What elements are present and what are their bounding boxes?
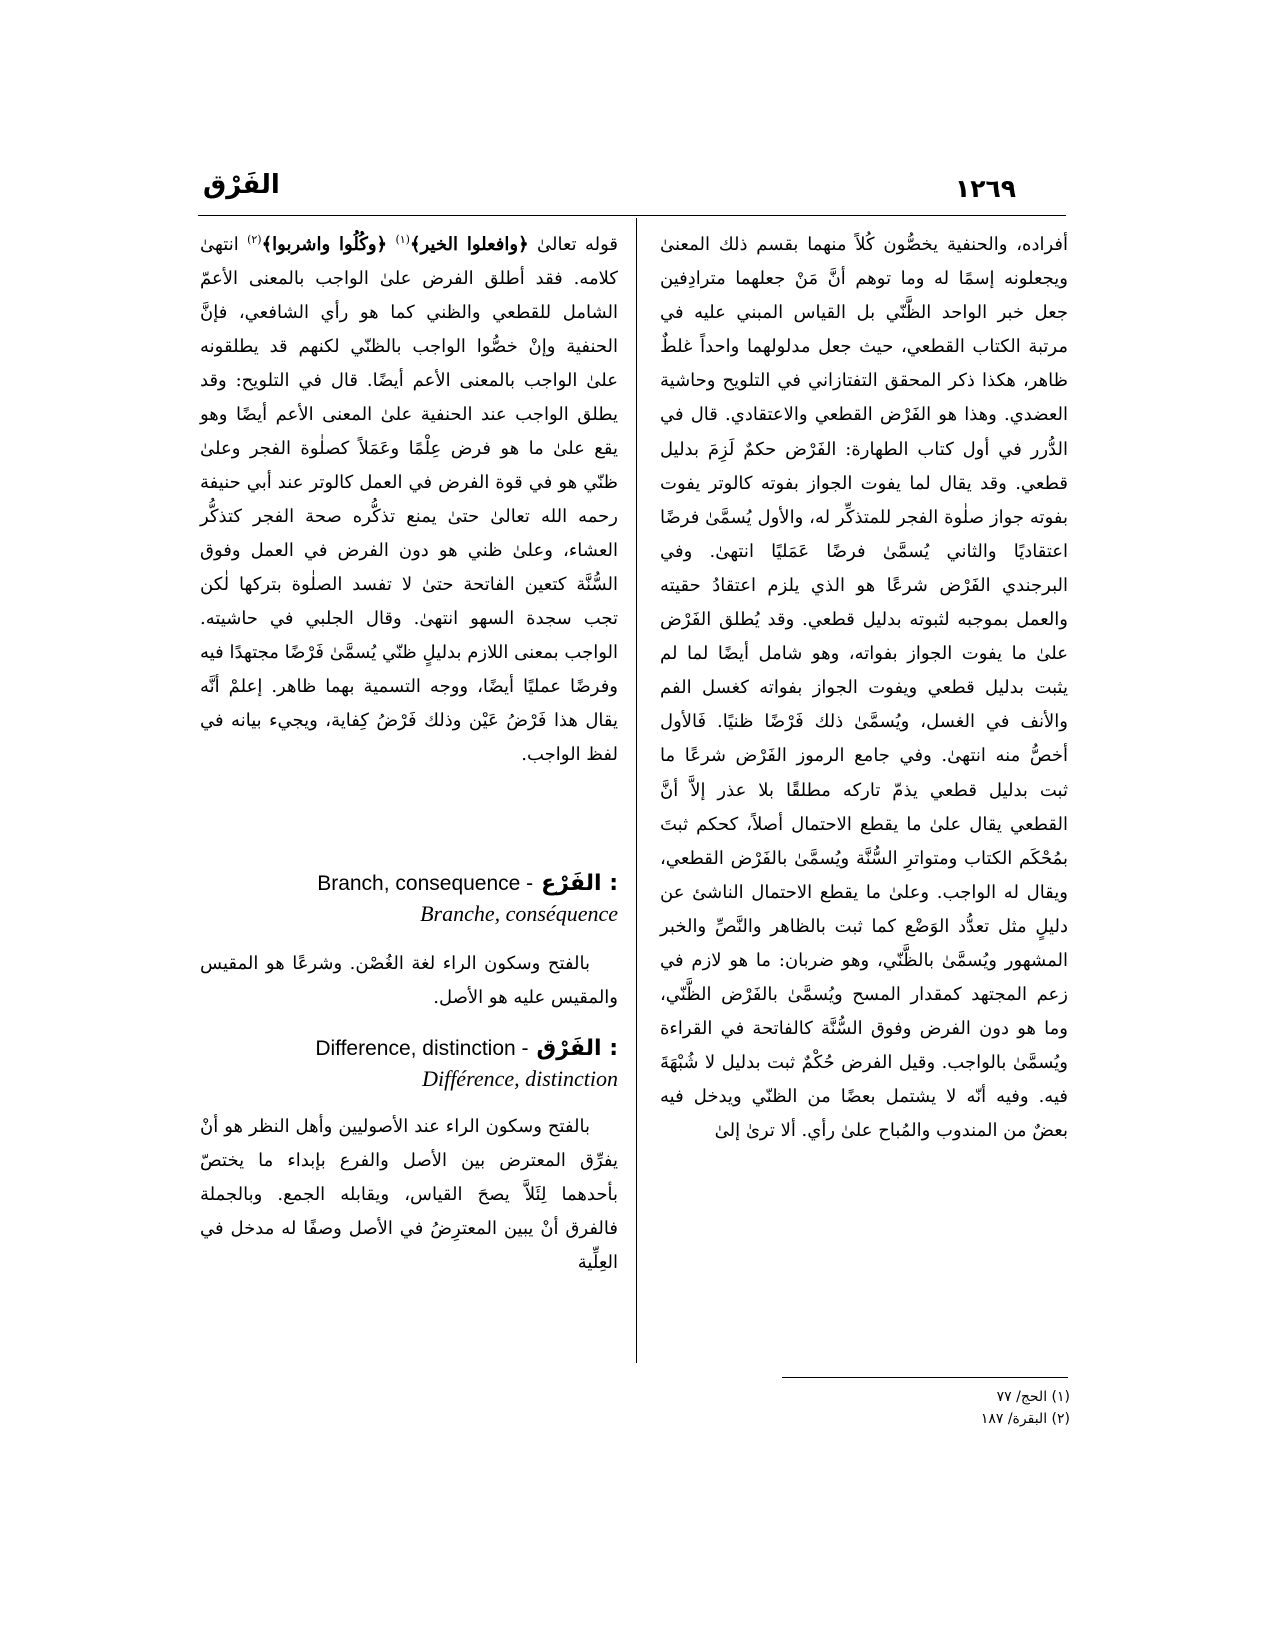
footnotes [860, 1386, 1070, 1430]
entry-english: Difference, distinction - [315, 1037, 529, 1060]
quran-verse-1: ﴿وافعلوا الخير﴾ [409, 234, 529, 255]
right-column-text: أفراده، والحنفية يخصُّون كُلاً منهما بقسم ذلك المعنىٰ ويجعلونه إسمًا له وما توهم أنَّ مَنْ جعلهما مترادِفين جعل خبر الواحد الظَّنّي بل القياس المبني عليه في مرتبة الكتاب القطعي، حيث جعل مدلولهما واحداً غلطٌ ظاهر، هكذا ذكر المحقق التفتازاني في التلويح وحاشية العضدي. وهذا هو الفَرْض القطعي والاعتقادي. قال في الدُّرر في أول كتاب الطهارة: الفَرْض حكمٌ لَزِمَ بدليل قطعي. وقد يقال لما يفوت الجواز بفوته كالوتر يفوت بفوته جواز صلٰوة الفجر للمتذكِّر له، والأول يُسمَّىٰ فرضًا اعتقاديًا والثاني يُسمَّىٰ فرضًا عَمَليًا انتهىٰ. وفي البرجندي الفَرْض شرعًا هو الذي يلزم اعتقادُ حقيته والعمل بموجبه لثبوته بدليل قطعي. وقد يُطلق الفَرْض علىٰ ما يفوت الجواز بفواته، وهو شامل أيضًا لما لم يثبت بدليل قطعي ويفوت الجواز بفواته كغسل الفم والأنف في الغسل، ويُسمَّىٰ ذلك فَرْضًا ظنيًا. فَالأول أخصُّ منه انتهىٰ. وفي جامع الرموز الفَرْض شرعًا ما ثبت بدليل قطعي يذمّ تاركه مطلقًا بلا عذر إلاَّ أنَّ القطعي يقال علىٰ ما يقطع الاحتمال أصلاً، كحكم ثبتَ بمُحْكَم الكتاب ومتواترِ السُّنَّة ويُسمَّىٰ بالفَرْض القطعي، ويقال له الواجب. وعلىٰ ما يقطع الاحتمال الناشئ عن دليلٍ مثل تعدُّد الوَضْع كما ثبت بالظاهر والنَّصِّ والخبر المشهور ويُسمَّىٰ بالظَّنّي، وهو ضربان: ما هو لازم في زعم المجتهد كمقدار المسح ويُسمَّىٰ بالفَرْض الظَّنّي، وما هو دون الفرض وفوق السُّنَّة كالفاتحة في القراءة ويُسمَّىٰ بالواجب. وقيل الفرض حُكْمٌ ثبت بدليل لا شُبْهَةَ فيه. وفيه أنّه لا يشتمل بعضًا من الظنّي ويدخل فيه بعضٌ من المندوب والمُباح علىٰ رأي. ألا ترىٰ إلىٰ [660, 234, 1068, 1142]
quran-verse-2: ﴿وكُلُوا واشربوا﴾ [261, 234, 388, 255]
left-column-text: انتهىٰ كلامه. فقد أطلق الفرض علىٰ الواجب بالمعنى الأعمّ الشامل للقطعي والظني كما هو رأي الشافعي، فإنَّ الحنفية وإنْ خصُّوا الواجب بالظنّي لكنهم قد يطلقونه علىٰ الواجب بالمعنى الأعم أيضًا. قال في التلويح: وقد يطلق الواجب عند الحنفية علىٰ المعنى الأعم أيضًا وهو يقع علىٰ ما هو فرض عِلْمًا وعَمَلاً كصلٰوة الفجر وعلىٰ ظنّي هو في قوة الفرض في العمل كالوتر عند أبي حنيفة رحمه الله تعالىٰ حتىٰ يمنع تذكُّره صحة الفجر كتذكُّر العشاء، وعلىٰ ظني هو دون الفرض في العمل وفوق السُّنَّة كتعين الفاتحة حتىٰ لا تفسد الصلٰوة بتركها لٰكن تجب سجدة السهو انتهىٰ. وقال الجلبي في حاشيته. الواجب بمعنى اللازم بدليلٍ ظنّي يُسمَّىٰ فَرْضًا مجتهدًا فيه وفرضًا عمليًا أيضًا، ووجه التسمية بهما ظاهر. إعلمْ أنَّه يقال هذا فَرْضُ عَيْن وذلك فَرْضُ كِفاية، ويجيء بيانه في لفظ الواجب. [200, 234, 618, 765]
quote-intro: قوله تعالىٰ [528, 234, 618, 255]
entry-french: Différence, distinction [422, 1066, 618, 1091]
footnote-2: (٢) البقرة/ ١٨٧ [980, 1411, 1070, 1427]
entry-heading-farq [315, 1033, 618, 1094]
running-title: الفَرْق [203, 170, 280, 200]
entry-english: Branch, consequence - [317, 872, 534, 895]
entry-definition-far: بالفتح وسكون الراء لغة الغُصْن. وشرعًا هو المقيس والمقيس عليه هو الأصل. [200, 953, 618, 1008]
header-rule [198, 215, 1066, 216]
footnote-ref-2: (٢) [247, 233, 262, 246]
entry-definition-farq: بالفتح وسكون الراء عند الأصوليين وأهل النظر هو أنْ يفرِّق المعترض بين الأصل والفرع بإبداء ما يختصّ بأحدهما لِئَلاَّ يصحَ القياس، ويقابله الجمع. وبالجملة فالفرق أنْ يبين المعترِضُ في الأصل وصفًا له مدخل في العِلِّية [200, 1116, 618, 1273]
left-column-paragraph [200, 228, 618, 772]
entry-arabic-term: الفَرْع : [541, 871, 618, 896]
entry-arabic-term: الفَرْق : [536, 1036, 618, 1061]
entry-french: Branche, conséquence [420, 901, 618, 926]
footnote-rule [782, 1377, 1068, 1378]
page-number: ١٢٦٩ [955, 174, 1017, 203]
entry-heading-far [317, 868, 618, 929]
footnote-1: (١) الحج/ ٧٧ [996, 1389, 1070, 1405]
footnote-ref-1: (١) [395, 233, 410, 246]
column-divider [636, 218, 637, 1363]
right-column [660, 228, 1068, 1149]
left-column [200, 228, 618, 772]
